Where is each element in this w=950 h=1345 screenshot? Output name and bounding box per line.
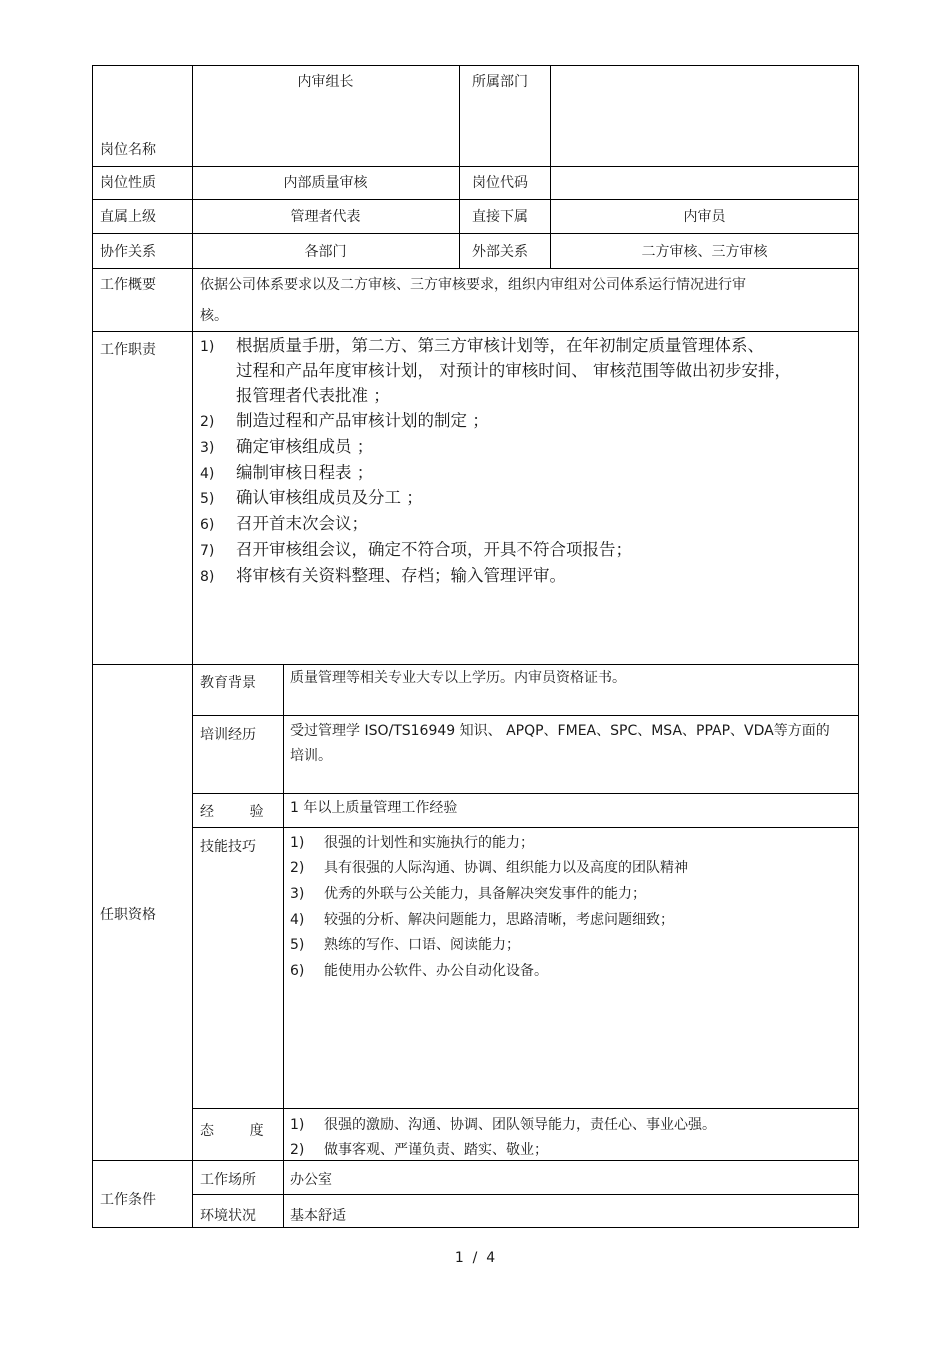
list-item xyxy=(200,434,373,461)
external-label: 外部关系 xyxy=(472,244,528,260)
row-divider xyxy=(92,233,859,234)
column-divider xyxy=(550,65,551,268)
list-item xyxy=(290,884,646,904)
summary-line: 核。 xyxy=(200,308,228,324)
list-item xyxy=(290,935,520,955)
nature-label: 岗位性质 xyxy=(100,175,156,191)
row-divider xyxy=(92,1160,859,1161)
item-number: 8) xyxy=(200,569,215,585)
list-item xyxy=(290,1140,548,1160)
row-divider xyxy=(92,331,859,332)
item-number: 6) xyxy=(290,963,305,979)
list-item xyxy=(290,910,674,930)
training-value: 受过管理学 ISO/TS16949 知识、 APQP、FMEA、SPC、MSA、PPAP、VDA等方面的 xyxy=(290,723,830,739)
item-number: 1) xyxy=(290,1117,305,1133)
row-divider xyxy=(92,268,859,269)
item-number: 4) xyxy=(290,912,305,928)
row-divider xyxy=(192,715,859,716)
attitude-label: 态 度 xyxy=(200,1123,264,1139)
nature-value: 内部质量审核 xyxy=(283,175,368,191)
item-text: 制造过程和产品审核计划的制定 ； xyxy=(236,411,489,430)
item-number: 3) xyxy=(290,886,305,902)
item-text: 熟练的写作、口语、阅读能力； xyxy=(324,937,520,953)
education-label: 教育背景 xyxy=(200,675,256,691)
row-divider xyxy=(192,793,859,794)
item-number: 7) xyxy=(200,543,215,559)
item-text: 做事客观、严谨负责、踏实、敬业； xyxy=(324,1142,548,1158)
item-text: 召开首末次会议； xyxy=(236,514,368,533)
row-divider xyxy=(92,664,859,665)
list-item xyxy=(290,833,534,853)
item-text: 较强的分析、解决问题能力，思路清晰，考虑问题细致； xyxy=(324,912,674,928)
item-number: 6) xyxy=(200,517,215,533)
list-item xyxy=(290,1115,716,1135)
list-item xyxy=(200,511,368,538)
list-item xyxy=(200,537,632,564)
department-label: 所属部门 xyxy=(472,74,528,90)
list-item xyxy=(200,485,423,512)
environment-value: 基本舒适 xyxy=(290,1208,346,1224)
column-divider xyxy=(459,65,460,268)
item-number: 2) xyxy=(290,1142,305,1158)
item-number: 2) xyxy=(290,860,305,876)
cooperation-label: 协作关系 xyxy=(100,244,156,260)
cooperation-value: 各部门 xyxy=(304,244,347,260)
superior-value: 管理者代表 xyxy=(290,209,361,225)
experience-value: 1 年以上质量管理工作经验 xyxy=(290,800,458,816)
item-text: 编制审核日程表 ； xyxy=(236,463,374,482)
item-text: 很强的计划性和实施执行的能力； xyxy=(324,835,534,851)
item-text: 很强的激励、沟通、协调、团队领导能力，责任心、事业心强。 xyxy=(324,1117,716,1133)
code-label: 岗位代码 xyxy=(472,175,528,191)
education-value: 质量管理等相关专业大专以上学历。内审员资格证书。 xyxy=(290,670,626,686)
list-item xyxy=(200,460,373,487)
summary-line: 依据公司体系要求以及二方审核、三方审核要求，组织内审组对公司体系运行情况进行审 xyxy=(200,277,746,293)
place-label: 工作场所 xyxy=(200,1172,256,1188)
place-value: 办公室 xyxy=(290,1172,332,1188)
item-text: 将审核有关资料整理、存档；输入管理评审。 xyxy=(236,566,566,585)
experience-label: 经 验 xyxy=(200,804,264,820)
row-divider xyxy=(92,166,859,167)
item-number: 1) xyxy=(200,339,215,355)
job-description-table xyxy=(92,65,859,1228)
item-text: 确定审核组成员 ； xyxy=(236,437,374,456)
item-text: 能使用办公软件、办公自动化设备。 xyxy=(324,963,548,979)
position-name-value: 内审组长 xyxy=(297,74,354,90)
row-divider xyxy=(192,1194,859,1195)
duties-label: 工作职责 xyxy=(100,342,156,358)
list-item xyxy=(290,961,548,981)
training-label: 培训经历 xyxy=(200,727,256,743)
list-item xyxy=(200,563,566,590)
row-divider xyxy=(192,1108,859,1109)
item-text: 过程和产品年度审核计划， 对预计的审核时间、 审核范围等做出初步安排， xyxy=(236,361,791,380)
item-text: 报管理者代表批准 ； xyxy=(236,386,390,405)
conditions-label: 工作条件 xyxy=(100,1192,156,1208)
item-number: 3) xyxy=(200,440,215,456)
environment-label: 环境状况 xyxy=(200,1208,256,1224)
subordinate-value: 内审员 xyxy=(683,209,726,225)
qualifications-label: 任职资格 xyxy=(100,907,156,923)
row-divider xyxy=(92,199,859,200)
summary-label: 工作概要 xyxy=(100,277,156,293)
subordinate-label: 直接下属 xyxy=(472,209,528,225)
column-divider xyxy=(283,664,284,1228)
item-number: 5) xyxy=(200,491,215,507)
item-text: 优秀的外联与公关能力，具备解决突发事件的能力； xyxy=(324,886,646,902)
item-number: 1) xyxy=(290,835,305,851)
column-divider xyxy=(192,65,193,1228)
list-item xyxy=(200,333,764,360)
item-text: 具有很强的人际沟通、协调、组织能力以及高度的团队精神 xyxy=(324,860,688,876)
item-text: 确认审核组成员及分工 ； xyxy=(236,488,423,507)
item-text: 召开审核组会议，确定不符合项，开具不符合项报告； xyxy=(236,540,632,559)
external-value: 二方审核、三方审核 xyxy=(641,244,768,260)
superior-label: 直属上级 xyxy=(100,209,156,225)
page-number: 1 / 4 xyxy=(454,1250,496,1266)
item-number: 5) xyxy=(290,937,305,953)
item-number: 2) xyxy=(200,414,215,430)
item-number: 4) xyxy=(200,466,215,482)
position-name-label: 岗位名称 xyxy=(100,142,156,158)
list-item xyxy=(200,408,489,435)
row-divider xyxy=(192,827,859,828)
training-value: 培训。 xyxy=(290,748,332,764)
item-text: 根据质量手册，第二方、第三方审核计划等，在年初制定质量管理体系、 xyxy=(236,336,764,355)
list-item xyxy=(290,858,688,878)
skills-label: 技能技巧 xyxy=(200,839,256,855)
